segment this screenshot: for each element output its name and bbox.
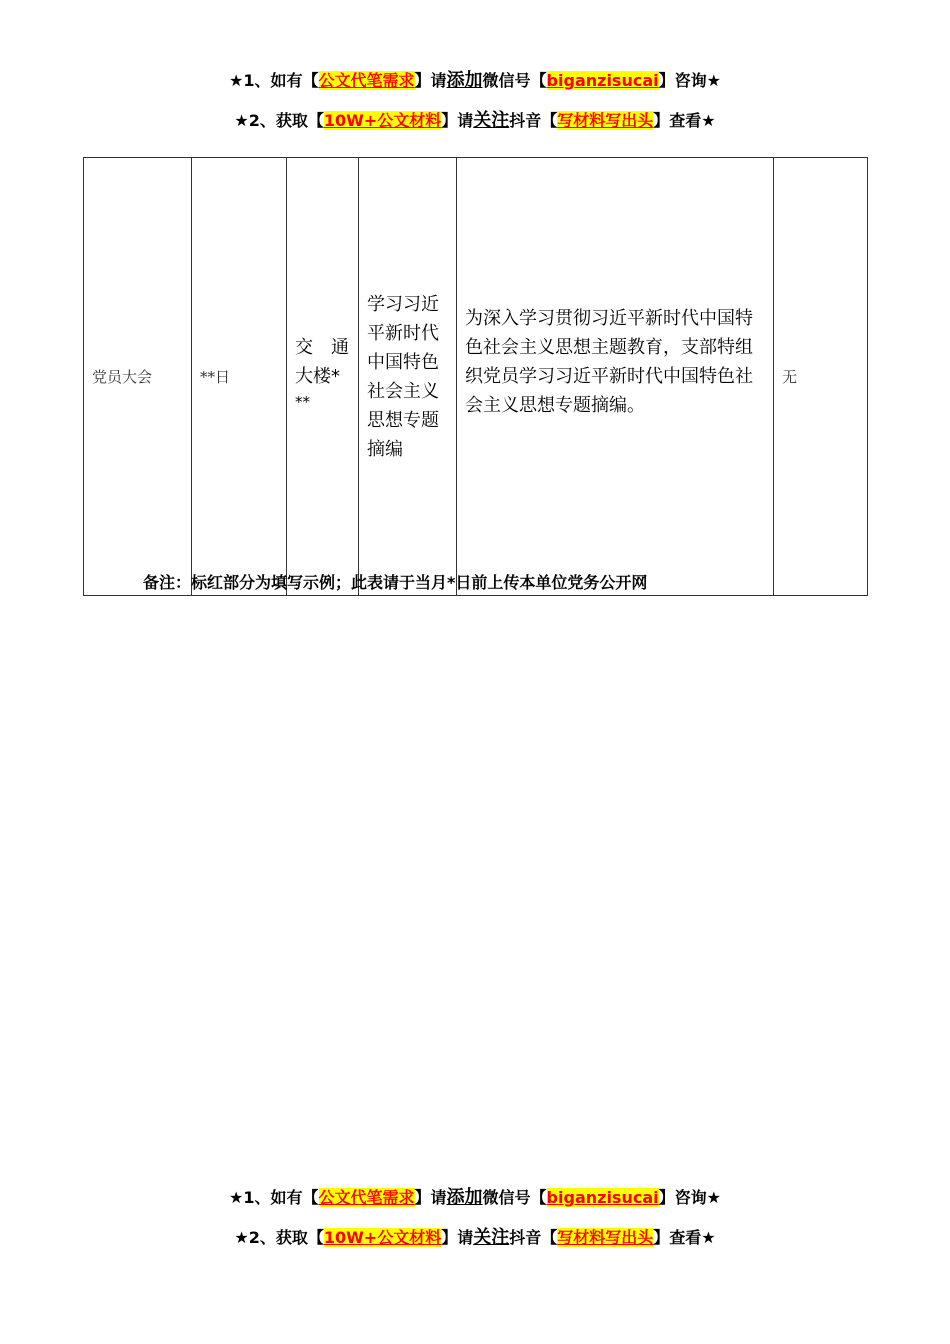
banner-text: 】咨询★ <box>658 71 721 90</box>
date-cell: **日 <box>192 158 287 596</box>
venue-line: 交 通 <box>295 336 349 358</box>
table-row <box>84 158 868 596</box>
banner-text: 抖音【 <box>509 1228 558 1247</box>
wechat-id-link: biganzisucai <box>546 1188 659 1207</box>
highlight-text: 10W+公文材料 <box>323 111 442 130</box>
banner-text: 】查看★ <box>653 1228 716 1247</box>
highlight-text: 公文代笔需求 <box>318 1188 415 1207</box>
highlight-text: 公文代笔需求 <box>318 71 415 90</box>
venue-line: ** <box>295 392 310 411</box>
underlined-text: 添加 <box>446 1187 483 1208</box>
banner-text: 】请 <box>414 1188 447 1207</box>
banner-text: ★1、如有【 <box>229 71 319 90</box>
banner-text: 微信号【 <box>482 71 547 90</box>
venue-line: 大楼* <box>295 365 340 387</box>
underlined-text: 添加 <box>446 70 483 91</box>
douyin-account-link: 写材料写出头 <box>557 111 654 130</box>
banner-text: ★1、如有【 <box>229 1188 319 1207</box>
banner-text: ★2、获取【 <box>234 1228 324 1247</box>
banner-text: 】请 <box>441 111 474 130</box>
underlined-text: 关注 <box>473 1227 510 1248</box>
banner-text: 】查看★ <box>653 111 716 130</box>
banner-text: 】请 <box>441 1228 474 1247</box>
header-banner-line-2 <box>0 110 950 132</box>
banner-text: 抖音【 <box>509 111 558 130</box>
wechat-id-link: biganzisucai <box>546 71 659 90</box>
footer-banner-line-2 <box>0 1227 950 1249</box>
douyin-account-link: 写材料写出头 <box>557 1228 654 1247</box>
topic-cell: 学习习近平新时代中国特色社会主义思想专题摘编 <box>359 158 457 596</box>
remark-cell: 无 <box>774 158 868 596</box>
banner-text: 】咨询★ <box>658 1188 721 1207</box>
banner-text: 】请 <box>414 71 447 90</box>
meeting-type-cell: 党员大会 <box>84 158 192 596</box>
table-note: 备注：标红部分为填写示例；此表请于当月*日前上传本单位党务公开网 <box>143 573 648 592</box>
underlined-text: 关注 <box>473 110 510 131</box>
header-banner-line-1 <box>0 70 950 92</box>
banner-text: 微信号【 <box>482 1188 547 1207</box>
content-cell: 为深入学习贯彻习近平新时代中国特色社会主义思想主题教育，支部特组织党员学习习近平新时代中国特色社会主义思想专题摘编。 <box>457 158 774 596</box>
venue-cell <box>287 158 359 596</box>
banner-text: ★2、获取【 <box>234 111 324 130</box>
meeting-table <box>83 157 868 596</box>
highlight-text: 10W+公文材料 <box>323 1228 442 1247</box>
footer-banner-line-1 <box>0 1187 950 1209</box>
